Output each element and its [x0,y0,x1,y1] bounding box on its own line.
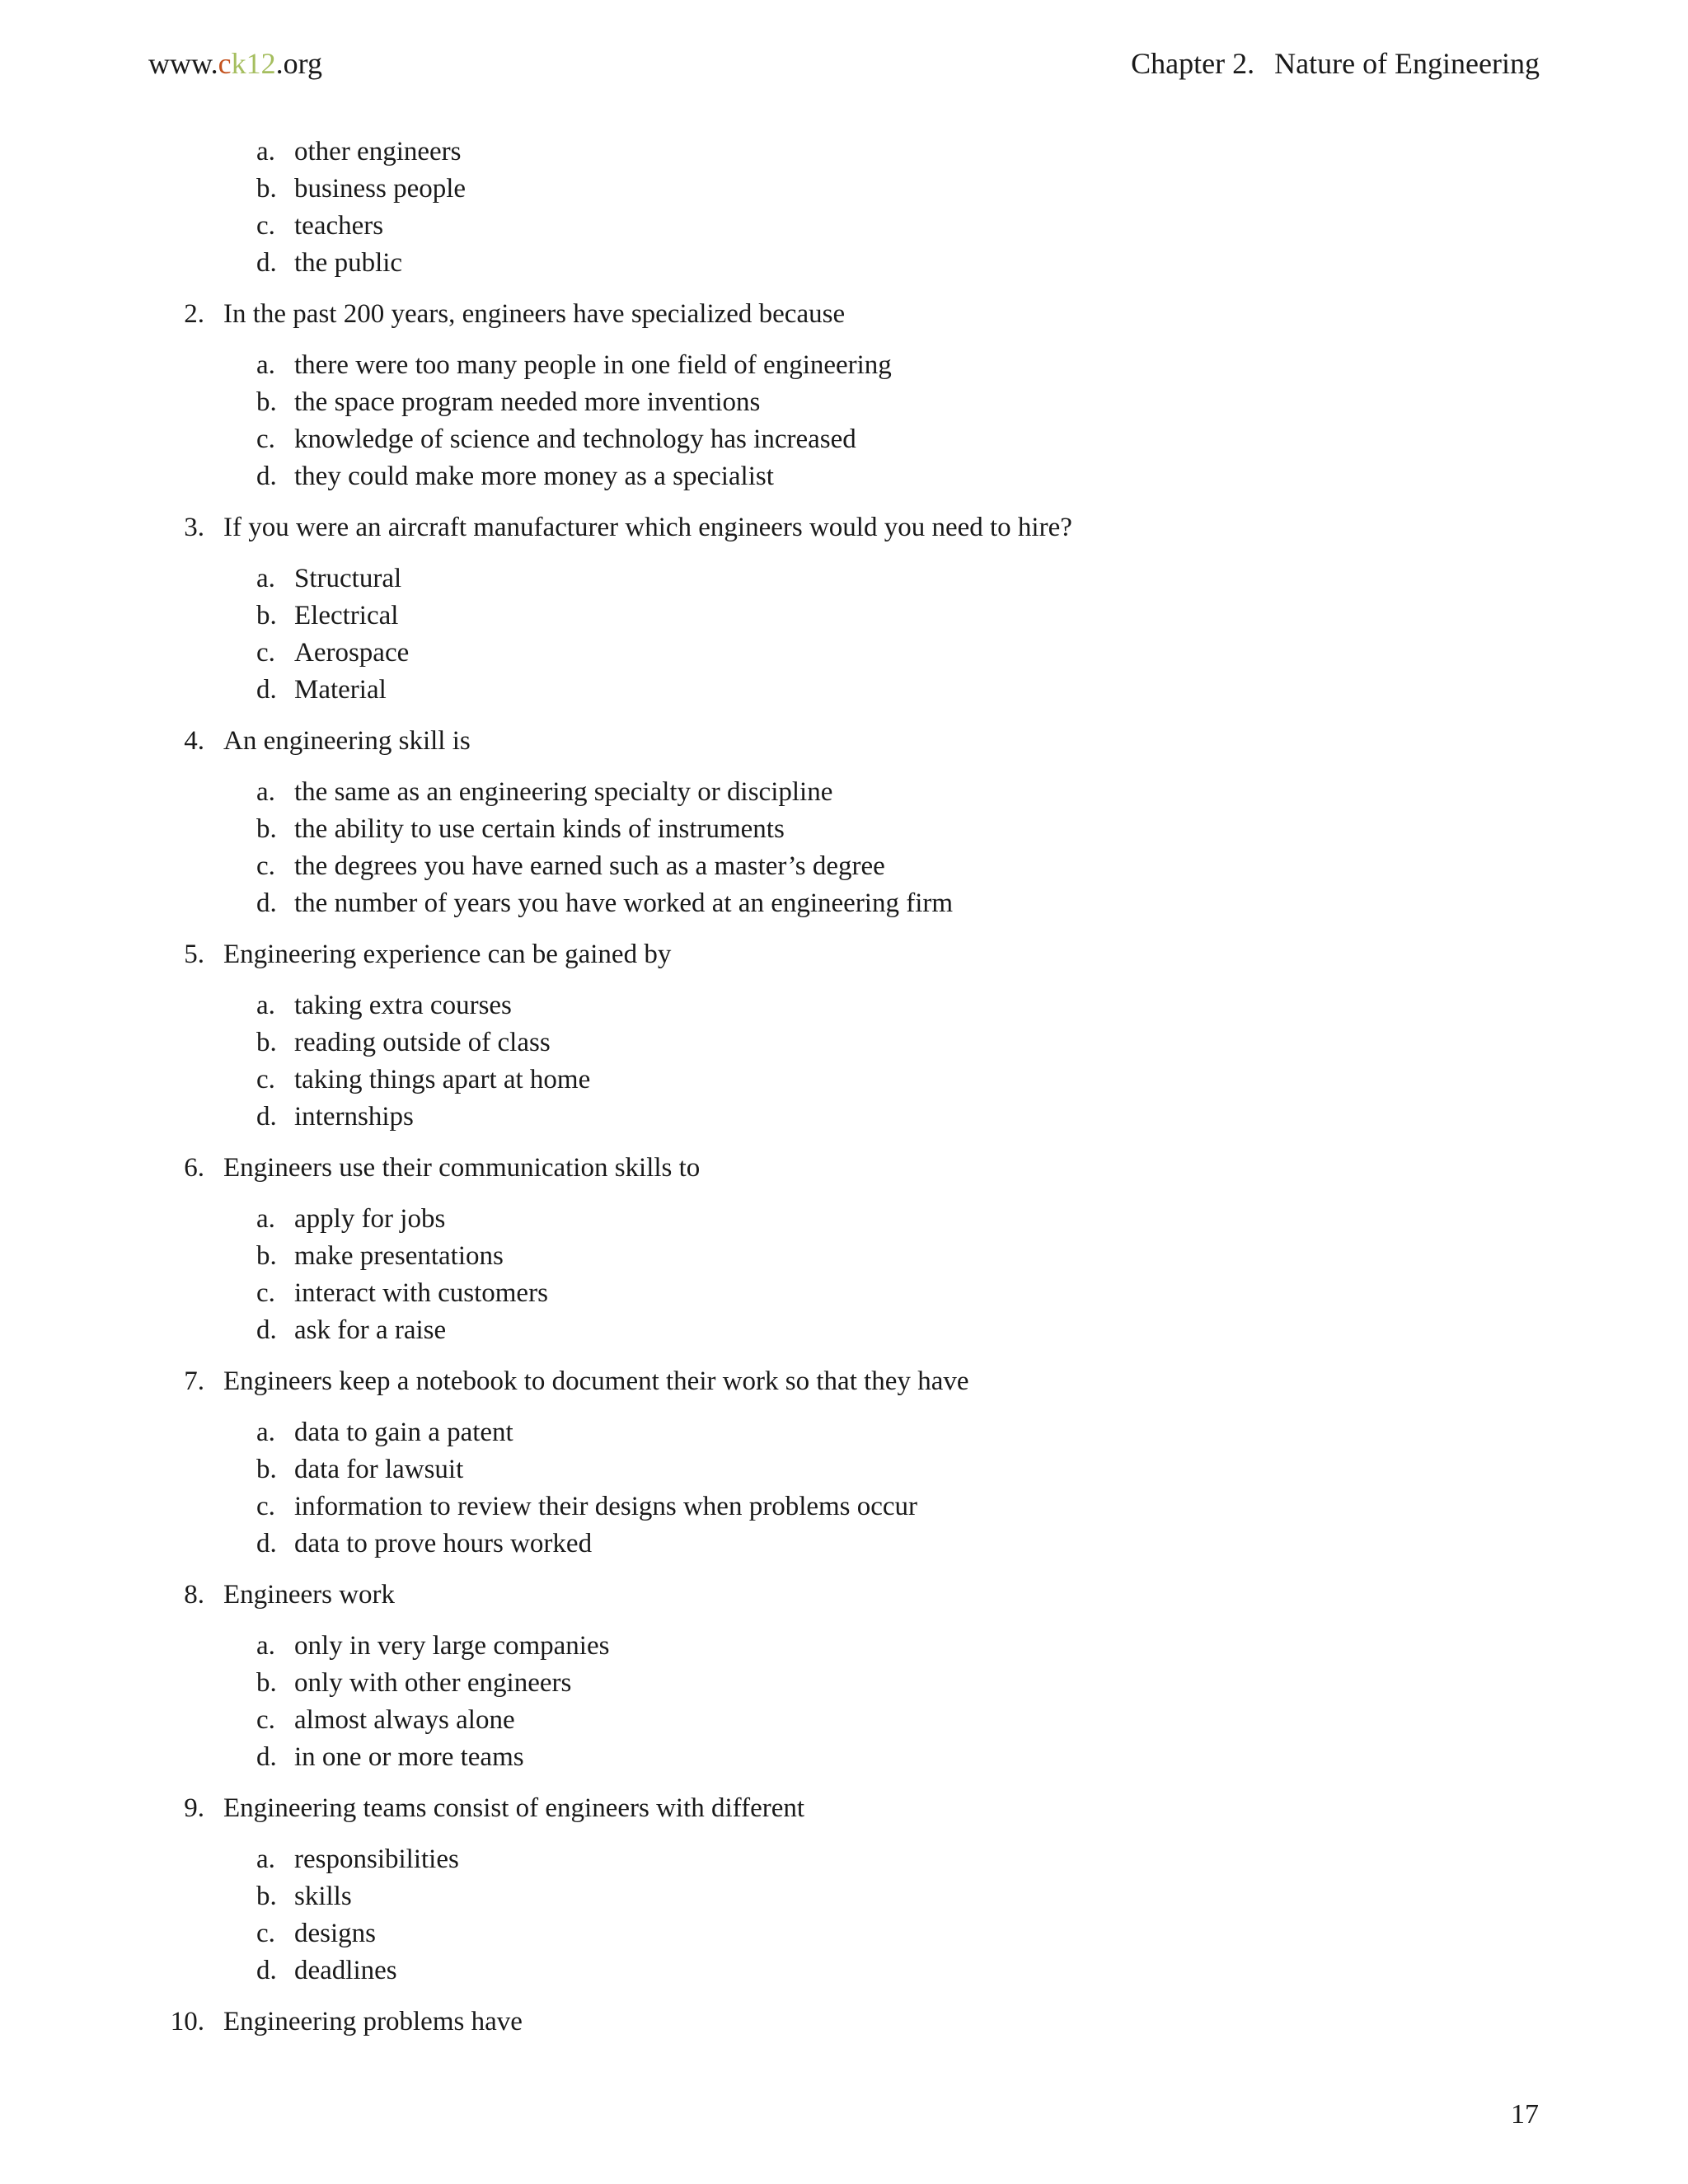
option-letter: b. [256,814,277,844]
option-text: apply for jobs [294,1204,446,1234]
question-line [148,936,1550,973]
option-text: interact with customers [294,1278,548,1308]
option-text: reading outside of class [294,1028,551,1057]
option-text: there were too many people in one field of engineering [294,350,892,380]
question-block [148,936,1550,1136]
option-letter: d. [256,1102,277,1132]
option-text: knowledge of science and technology has increased [294,424,856,454]
options-list [148,987,1550,1136]
chapter-title: Nature of Engineering [1274,47,1540,80]
option-letter: d. [256,888,277,918]
option-text: internships [294,1102,414,1132]
option-letter: a. [256,137,275,166]
option-text: almost always alone [294,1705,515,1735]
option-row [256,171,1550,208]
option-row [256,598,1550,635]
option-letter: b. [256,1455,277,1484]
option-row [256,1201,1550,1238]
option-row [256,1062,1550,1099]
option-text: taking extra courses [294,991,512,1020]
option-row [256,1878,1550,1915]
question-text: Engineers keep a notebook to document their work so that they have [223,1366,969,1396]
option-row [256,560,1550,598]
question-number: 3. [184,513,204,542]
option-text: information to review their designs when problems occur [294,1492,918,1521]
option-row [256,245,1550,282]
question-line [148,296,1550,333]
option-text: deadlines [294,1956,397,1985]
option-row [256,635,1550,672]
option-letter: c. [256,1065,275,1094]
option-text: the same as an engineering specialty or discipline [294,777,833,807]
question-line [148,1150,1550,1187]
option-row [256,134,1550,171]
question-line [148,1577,1550,1614]
page-number: 17 [1511,2099,1539,2130]
question-block [148,509,1550,709]
option-row [256,347,1550,384]
question-line [148,2004,1550,2041]
option-text: the number of years you have worked at an engineering firm [294,888,954,918]
option-letter: d. [256,1956,277,1985]
question-number: 4. [184,726,204,756]
question-text: Engineers use their communication skills to [223,1153,701,1183]
option-text: responsibilities [294,1844,459,1874]
option-row [256,1414,1550,1451]
option-text: data to prove hours worked [294,1529,593,1558]
options-list [148,1628,1550,1776]
option-letter: a. [256,1844,275,1874]
question-number: 2. [184,299,204,329]
chapter-label: Chapter 2. [1131,47,1255,80]
option-row [256,1488,1550,1526]
site-url-k12: k12 [231,47,276,80]
option-text: Aerospace [294,638,410,668]
question-text: Engineers work [223,1580,396,1610]
chapter-heading [1131,45,1540,82]
options-list [148,1201,1550,1349]
option-text: only in very large companies [294,1631,610,1661]
option-letter: c. [256,1705,275,1735]
option-row [256,987,1550,1024]
question-line [148,723,1550,760]
option-row [256,1841,1550,1878]
question-block [148,1150,1550,1349]
option-row [256,1024,1550,1062]
site-url-suffix: .org [275,47,322,80]
page-header [148,45,1540,82]
question-number: 9. [184,1793,204,1823]
option-text: only with other engineers [294,1668,572,1698]
option-letter: b. [256,1668,277,1698]
site-url-c: c [218,47,232,80]
option-letter: b. [256,387,277,417]
option-row [256,848,1550,885]
option-letter: c. [256,1492,275,1521]
option-letter: c. [256,1919,275,1948]
option-letter: a. [256,1204,275,1234]
option-row [256,384,1550,421]
question-block [148,296,1550,495]
question-block [148,1577,1550,1776]
option-row [256,1275,1550,1312]
question-text: If you were an aircraft manufacturer which engineers would you need to hire? [223,513,1072,542]
option-text: teachers [294,211,384,241]
option-letter: d. [256,248,277,278]
site-url-prefix: www. [148,47,218,80]
question-text: In the past 200 years, engineers have specialized because [223,299,846,329]
option-row [256,774,1550,811]
option-row [256,208,1550,245]
option-letter: d. [256,1315,277,1345]
option-row [256,1238,1550,1275]
option-letter: c. [256,851,275,881]
option-letter: c. [256,211,275,241]
option-row [256,1665,1550,1702]
question-number: 10. [170,2007,204,2036]
option-text: they could make more money as a specialist [294,462,774,491]
option-letter: b. [256,1241,277,1271]
option-letter: d. [256,1529,277,1558]
options-list [148,1414,1550,1563]
option-letter: c. [256,1278,275,1308]
option-letter: a. [256,1631,275,1661]
option-text: designs [294,1919,376,1948]
question-block [148,2004,1550,2041]
question-number: 5. [184,940,204,969]
question-number: 7. [184,1366,204,1396]
option-text: make presentations [294,1241,504,1271]
option-text: data for lawsuit [294,1455,464,1484]
option-row [256,1952,1550,1990]
option-text: taking things apart at home [294,1065,591,1094]
option-row [256,1099,1550,1136]
option-letter: b. [256,174,277,204]
question-text: Engineering teams consist of engineers with different [223,1793,805,1823]
option-letter: d. [256,1742,277,1772]
option-row [256,885,1550,922]
option-row [256,1628,1550,1665]
question-line [148,1790,1550,1827]
option-letter: a. [256,564,275,593]
option-letter: d. [256,675,277,705]
options-list [148,347,1550,495]
site-url [148,45,322,82]
options-list [148,774,1550,922]
option-row [256,672,1550,709]
option-row [256,1526,1550,1563]
question-block [148,723,1550,922]
option-text: Structural [294,564,402,593]
option-row [256,421,1550,458]
option-row [256,1702,1550,1739]
option-text: ask for a raise [294,1315,447,1345]
question-block [148,1363,1550,1563]
option-text: the public [294,248,403,278]
option-text: data to gain a patent [294,1418,513,1447]
question-line [148,509,1550,546]
option-letter: a. [256,991,275,1020]
option-row [256,458,1550,495]
options-list [148,134,1550,282]
option-text: the ability to use certain kinds of instruments [294,814,785,844]
option-text: Material [294,675,387,705]
question-number: 8. [184,1580,204,1610]
option-letter: c. [256,638,275,668]
option-letter: a. [256,1418,275,1447]
option-text: business people [294,174,467,204]
option-row [256,1312,1550,1349]
option-text: other engineers [294,137,462,166]
option-text: the degrees you have earned such as a master’s degree [294,851,885,881]
option-text: the space program needed more inventions [294,387,761,417]
question-text: Engineering experience can be gained by [223,940,672,969]
question-block [148,1790,1550,1990]
option-row [256,1915,1550,1952]
question-text: An engineering skill is [223,726,471,756]
options-list [148,560,1550,709]
option-letter: d. [256,462,277,491]
option-letter: c. [256,424,275,454]
option-row [256,1739,1550,1776]
question-number: 6. [184,1153,204,1183]
question-line [148,1363,1550,1400]
question-block [148,134,1550,282]
options-list [148,1841,1550,1990]
question-text: Engineering problems have [223,2007,523,2036]
option-letter: b. [256,601,277,630]
questions-list [148,115,1550,2041]
option-row [256,811,1550,848]
option-text: in one or more teams [294,1742,524,1772]
option-letter: b. [256,1882,277,1911]
option-row [256,1451,1550,1488]
option-letter: b. [256,1028,277,1057]
option-letter: a. [256,777,275,807]
option-letter: a. [256,350,275,380]
option-text: skills [294,1882,352,1911]
option-text: Electrical [294,601,399,630]
